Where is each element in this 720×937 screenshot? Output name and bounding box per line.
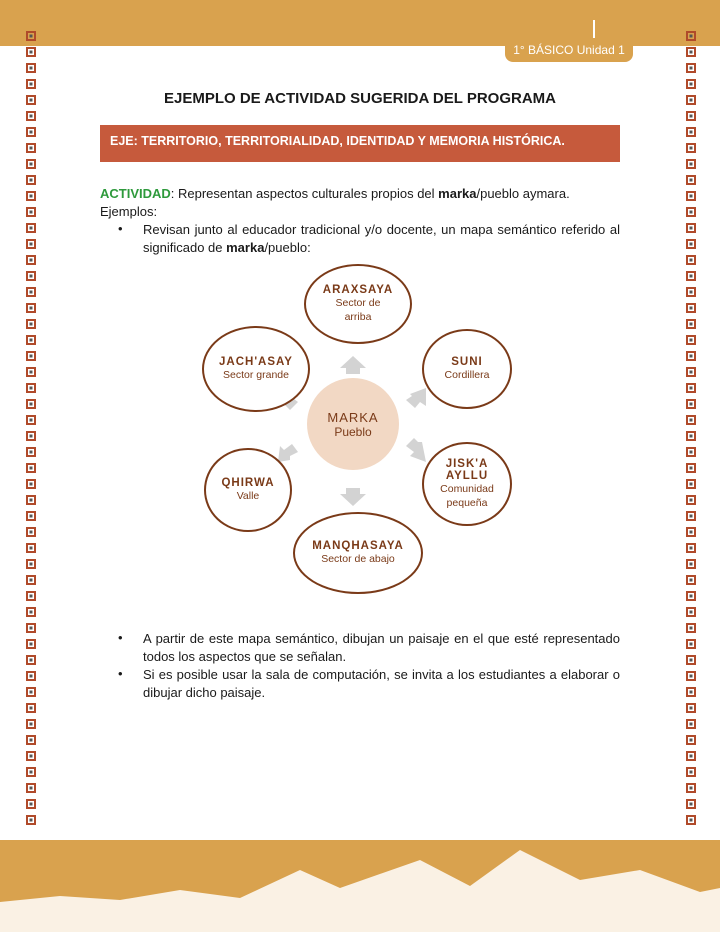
node-araxsaya xyxy=(304,264,412,344)
node-title: ARAXSAYA xyxy=(322,284,394,296)
activity-line xyxy=(100,185,570,203)
node-title: JACH'ASAY xyxy=(219,356,293,368)
arrow-lower-right xyxy=(406,438,426,462)
node-jachasay xyxy=(202,326,310,412)
node-qhirwa xyxy=(204,448,292,532)
node-title: SUNI xyxy=(451,356,483,368)
node-sub: Sector de arriba xyxy=(335,297,381,323)
examples-label: Ejemplos: xyxy=(100,204,158,219)
bullet1-bold: marka xyxy=(226,240,265,255)
arrow-up xyxy=(340,356,366,374)
badge-tick xyxy=(593,20,595,40)
right-ornament-border xyxy=(684,30,698,830)
bullet-icon: • xyxy=(118,630,123,645)
bullet1-text: Revisan junto al educador tradicional y/o docente, un mapa semántico referido al significado de xyxy=(143,222,620,255)
node-title: QHIRWA xyxy=(221,477,275,489)
node-sub: Sector grande xyxy=(223,369,289,381)
semantic-map xyxy=(190,256,494,596)
bottom-landscape-band xyxy=(0,840,720,932)
arrow-upper-right xyxy=(406,388,426,408)
node-manqhasaya xyxy=(293,512,423,594)
page-title: EJEMPLO DE ACTIVIDAD SUGERIDA DEL PROGRAMA xyxy=(164,90,556,107)
bullet1-text-after: /pueblo: xyxy=(264,240,311,255)
center-title: MARKA xyxy=(327,409,379,425)
arrow-down xyxy=(340,488,366,506)
node-sub: Valle xyxy=(236,490,260,502)
grade-unit-badge: 1° BÁSICO Unidad 1 xyxy=(505,38,633,62)
activity-bold: marka xyxy=(438,186,477,201)
bullet-icon: • xyxy=(118,666,123,681)
node-sub: Sector de abajo xyxy=(321,553,395,565)
node-title: MANQHASAYA xyxy=(312,540,404,552)
bullet-text-3: Si es posible usar la sala de computación, se invita a los estudiantes a elaborar o dibujar dicho paisaje. xyxy=(143,667,620,700)
node-suni xyxy=(422,329,512,409)
bullet-icon: • xyxy=(118,221,123,236)
bullet-text-1 xyxy=(143,221,620,257)
center-sub: Pueblo xyxy=(334,424,372,439)
landscape-silhouette xyxy=(0,840,720,932)
center-node-marka xyxy=(307,378,399,470)
activity-label: ACTIVIDAD xyxy=(100,186,171,201)
activity-text: : Representan aspectos culturales propios del xyxy=(170,186,439,201)
node-sub: Comunidad pequeña xyxy=(440,483,494,509)
bullet-text-2: A partir de este mapa semántico, dibujan un paisaje en el que esté representado todos los aspectos que se señalan. xyxy=(143,631,620,664)
arrow-lower-left xyxy=(278,444,298,462)
left-ornament-border xyxy=(24,30,38,830)
eje-banner: EJE: TERRITORIO, TERRITORIALIDAD, IDENTIDAD Y MEMORIA HISTÓRICA. xyxy=(100,125,620,162)
node-jiska-ayllu xyxy=(422,442,512,526)
node-sub: Cordillera xyxy=(444,369,490,381)
node-title: JISK'A AYLLU xyxy=(445,458,489,482)
activity-text-after: /pueblo aymara. xyxy=(476,186,570,201)
